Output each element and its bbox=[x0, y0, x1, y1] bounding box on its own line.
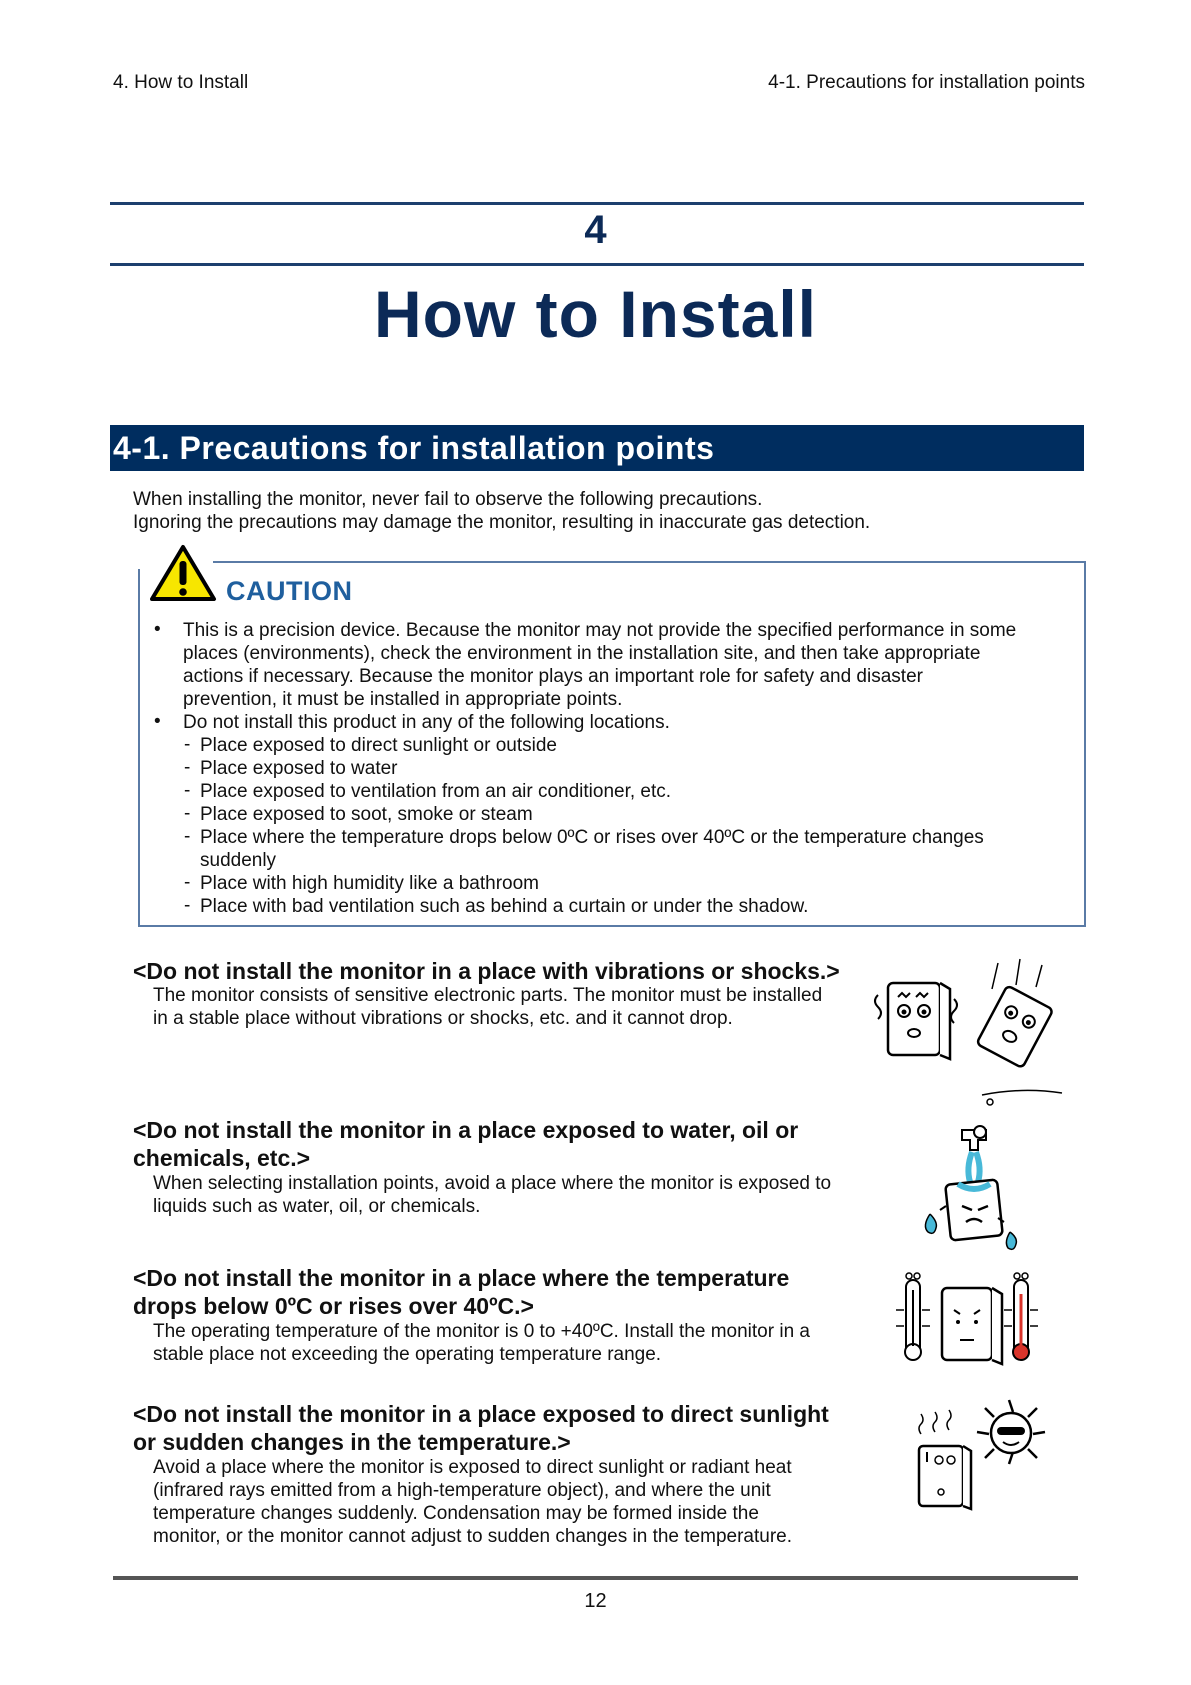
caution-bullet-1-line-2: places (environments), check the environment in the installation site, and then take appropriate bbox=[183, 643, 981, 664]
bullet-dot: • bbox=[154, 711, 161, 732]
intro-line-1: When installing the monitor, never fail to observe the following precautions. bbox=[133, 489, 763, 510]
section-body-line: in a stable place without vibrations or shocks, etc. and it cannot drop. bbox=[153, 1008, 733, 1029]
section-heading-temperature: <Do not install the monitor in a place where the temperature bbox=[133, 1265, 790, 1291]
footer-rule bbox=[113, 1576, 1078, 1580]
chapter-number: 4 bbox=[584, 208, 607, 252]
chapter-title: How to Install bbox=[374, 277, 817, 351]
intro-line-2: Ignoring the precautions may damage the monitor, resulting in inaccurate gas detection. bbox=[133, 512, 871, 533]
section-body-line: monitor, or the monitor cannot adjust to sudden changes in the temperature. bbox=[153, 1526, 792, 1547]
section-body-line: stable place not exceeding the operating temperature range. bbox=[153, 1344, 662, 1365]
wet-monitor-faucet-illustration-icon bbox=[910, 1122, 1030, 1257]
caution-item: Place with high humidity like a bathroom bbox=[200, 873, 540, 894]
caution-item: Place exposed to water bbox=[200, 758, 398, 779]
caution-item: Place with bad ventilation such as behind a curtain or under the shadow. bbox=[200, 896, 809, 917]
section-body-line: The operating temperature of the monitor is 0 to +40ºC. Install the monitor in a bbox=[153, 1321, 810, 1342]
caution-bullet-1-line-4: prevention, it must be installed in appropriate points. bbox=[183, 689, 623, 710]
section-title: 4-1. Precautions for installation points bbox=[113, 430, 715, 466]
section-heading-sunlight: <Do not install the monitor in a place exposed to direct sunlight bbox=[133, 1401, 829, 1427]
section-heading-temperature-cont: drops below 0ºC or rises over 40ºC.> bbox=[133, 1293, 534, 1319]
caution-item: Place exposed to ventilation from an air conditioner, etc. bbox=[200, 781, 672, 802]
section-body-line: When selecting installation points, avoid a place where the monitor is exposed to bbox=[153, 1173, 832, 1194]
section-heading-water-cont: chemicals, etc.> bbox=[133, 1145, 311, 1171]
section-heading-vibrations: <Do not install the monitor in a place with vibrations or shocks.> bbox=[133, 958, 840, 984]
bullet-dot: • bbox=[154, 619, 161, 640]
section-body-line: Avoid a place where the monitor is exposed to direct sunlight or radiant heat bbox=[153, 1457, 792, 1478]
caution-item-continued: suddenly bbox=[200, 850, 277, 871]
section-heading-water: <Do not install the monitor in a place exposed to water, oil or bbox=[133, 1117, 799, 1143]
caution-item: Place exposed to direct sunlight or outside bbox=[200, 735, 557, 756]
running-header-left: 4. How to Install bbox=[113, 72, 249, 93]
shaking-monitor-illustration-icon bbox=[870, 955, 1070, 1110]
caution-item: Place exposed to soot, smoke or steam bbox=[200, 804, 533, 825]
section-body-line: (infrared rays emitted from a high-temperature object), and where the unit bbox=[153, 1480, 771, 1501]
warning-triangle-icon bbox=[148, 543, 218, 603]
caution-label: CAUTION bbox=[226, 576, 353, 606]
thermometers-monitor-illustration-icon bbox=[892, 1270, 1042, 1370]
section-body-line: The monitor consists of sensitive electronic parts. The monitor must be installed bbox=[153, 985, 823, 1006]
caution-bullet-2: Do not install this product in any of the following locations. bbox=[183, 712, 670, 733]
section-body-line: temperature changes suddenly. Condensation may be formed inside the bbox=[153, 1503, 759, 1524]
running-header-right: 4-1. Precautions for installation points bbox=[768, 72, 1085, 93]
page-number: 12 bbox=[584, 1590, 607, 1612]
caution-item: Place where the temperature drops below 0ºC or rises over 40ºC or the temperature changes bbox=[200, 827, 984, 848]
caution-bullet-1-line-3: actions if necessary. Because the monitor plays an important role for safety and disaster bbox=[183, 666, 923, 687]
section-heading-sunlight-cont: or sudden changes in the temperature.> bbox=[133, 1429, 571, 1455]
chapter-rule-bottom bbox=[110, 263, 1084, 266]
sun-monitor-illustration-icon bbox=[905, 1396, 1055, 1516]
chapter-rule-top bbox=[110, 202, 1084, 205]
section-body-line: liquids such as water, oil, or chemicals. bbox=[153, 1196, 481, 1217]
caution-bullet-1-line-1: This is a precision device. Because the monitor may not provide the specified performance in some bbox=[183, 620, 1017, 641]
